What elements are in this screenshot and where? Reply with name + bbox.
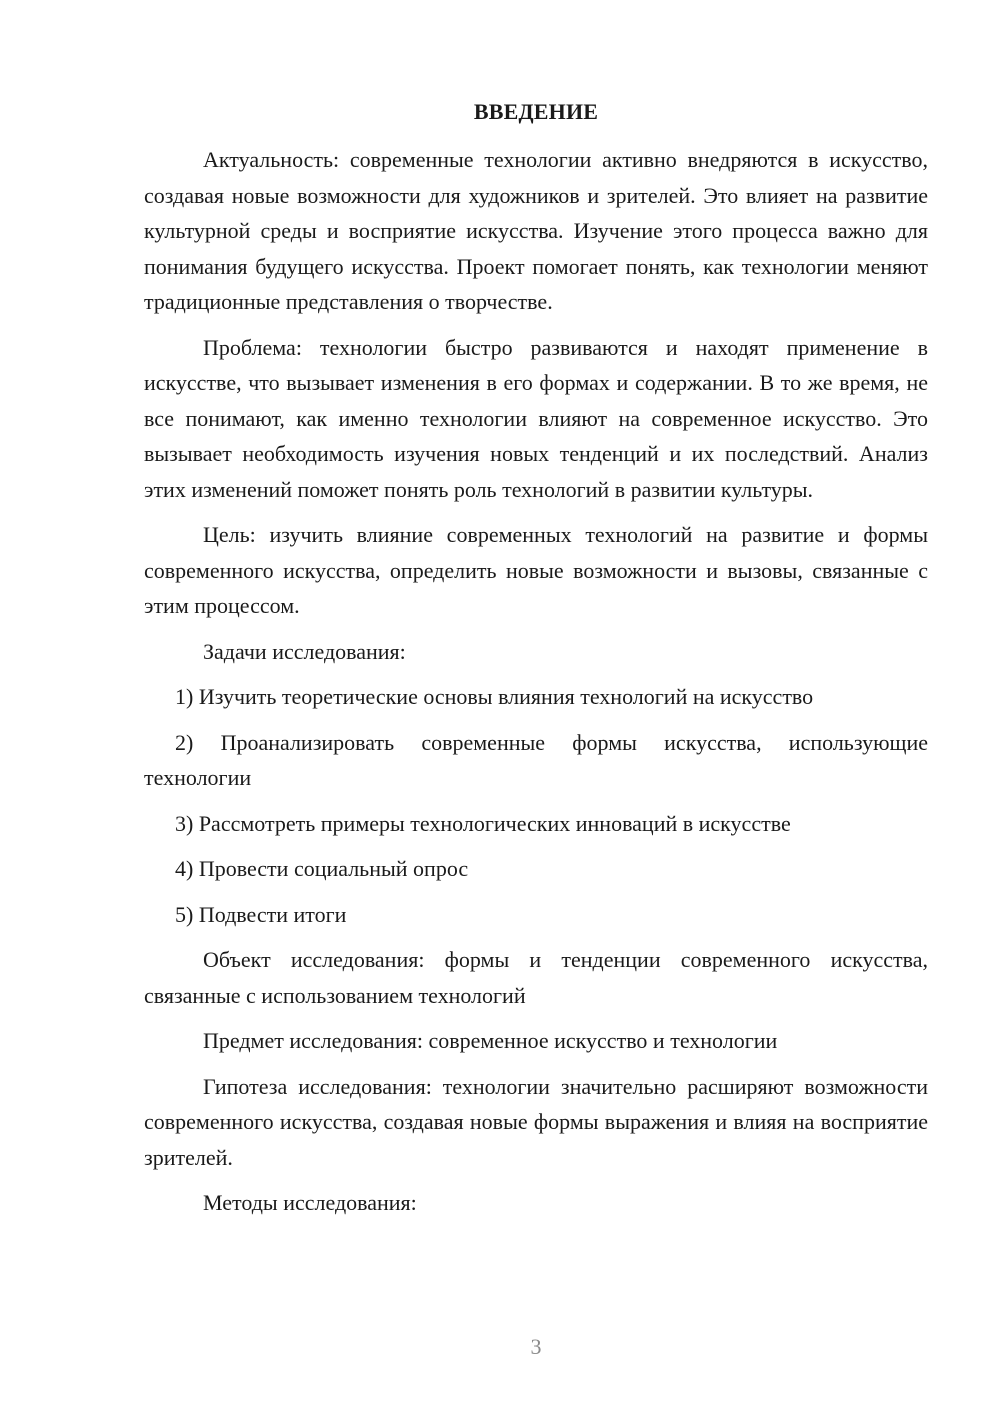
task-item-3: 3) Рассмотреть примеры технологических инноваций в искусстве — [175, 810, 791, 836]
object-paragraph: Объект исследования: формы и тенденции современного искусства, связанные с использованием технологий — [144, 947, 928, 1008]
relevance-paragraph: Актуальность: современные технологии активно внедряются в искусство, создавая новые возможности для художников и зрителей. Это влияет на развитие культурной среды и восприятие искусства. Изучение этого процесса важно для понимания будущего искусства. Проект помогает понять, как технологии меняют традиционные представления о творчестве. — [144, 147, 928, 314]
task-item-5: 5) Подвести итоги — [175, 901, 347, 927]
task-item-1: 1) Изучить теоретические основы влияния технологий на искусство — [175, 684, 814, 709]
task-item-2: 2) Проанализировать современные формы искусства, использующие технологии — [144, 729, 928, 790]
tasks-title: Задачи исследования: — [203, 638, 406, 664]
methods-title: Методы исследования: — [203, 1190, 417, 1215]
goal-paragraph: Цель: изучить влияние современных технологий на развитие и формы современного искусства, определить новые возможности и вызовы, связанные с этим процессом. — [144, 522, 928, 618]
subject-paragraph: Предмет исследования: современное искусство и технологии — [203, 1028, 778, 1053]
document-body — [144, 142, 928, 1231]
page-number: 3 — [530, 1334, 542, 1359]
hypothesis-paragraph: Гипотеза исследования: технологии значительно расширяют возможности современного искусства, создавая новые формы выражения и влияя на восприятие зрителей. — [144, 1073, 928, 1170]
problem-paragraph: Проблема: технологии быстро развиваются и находят применение в искусстве, что вызывает изменения в его формах и содержании. В то же время, не все понимают, как именно технологии влияют на современное искусство. Это вызывает необходимость изучения новых тенденций и их последствий. Анализ этих изменений поможет понять роль технологий в развитии культуры. — [144, 334, 928, 502]
page-title: ВВЕДЕНИЕ — [473, 99, 599, 124]
task-item-4: 4) Провести социальный опрос — [175, 856, 469, 881]
